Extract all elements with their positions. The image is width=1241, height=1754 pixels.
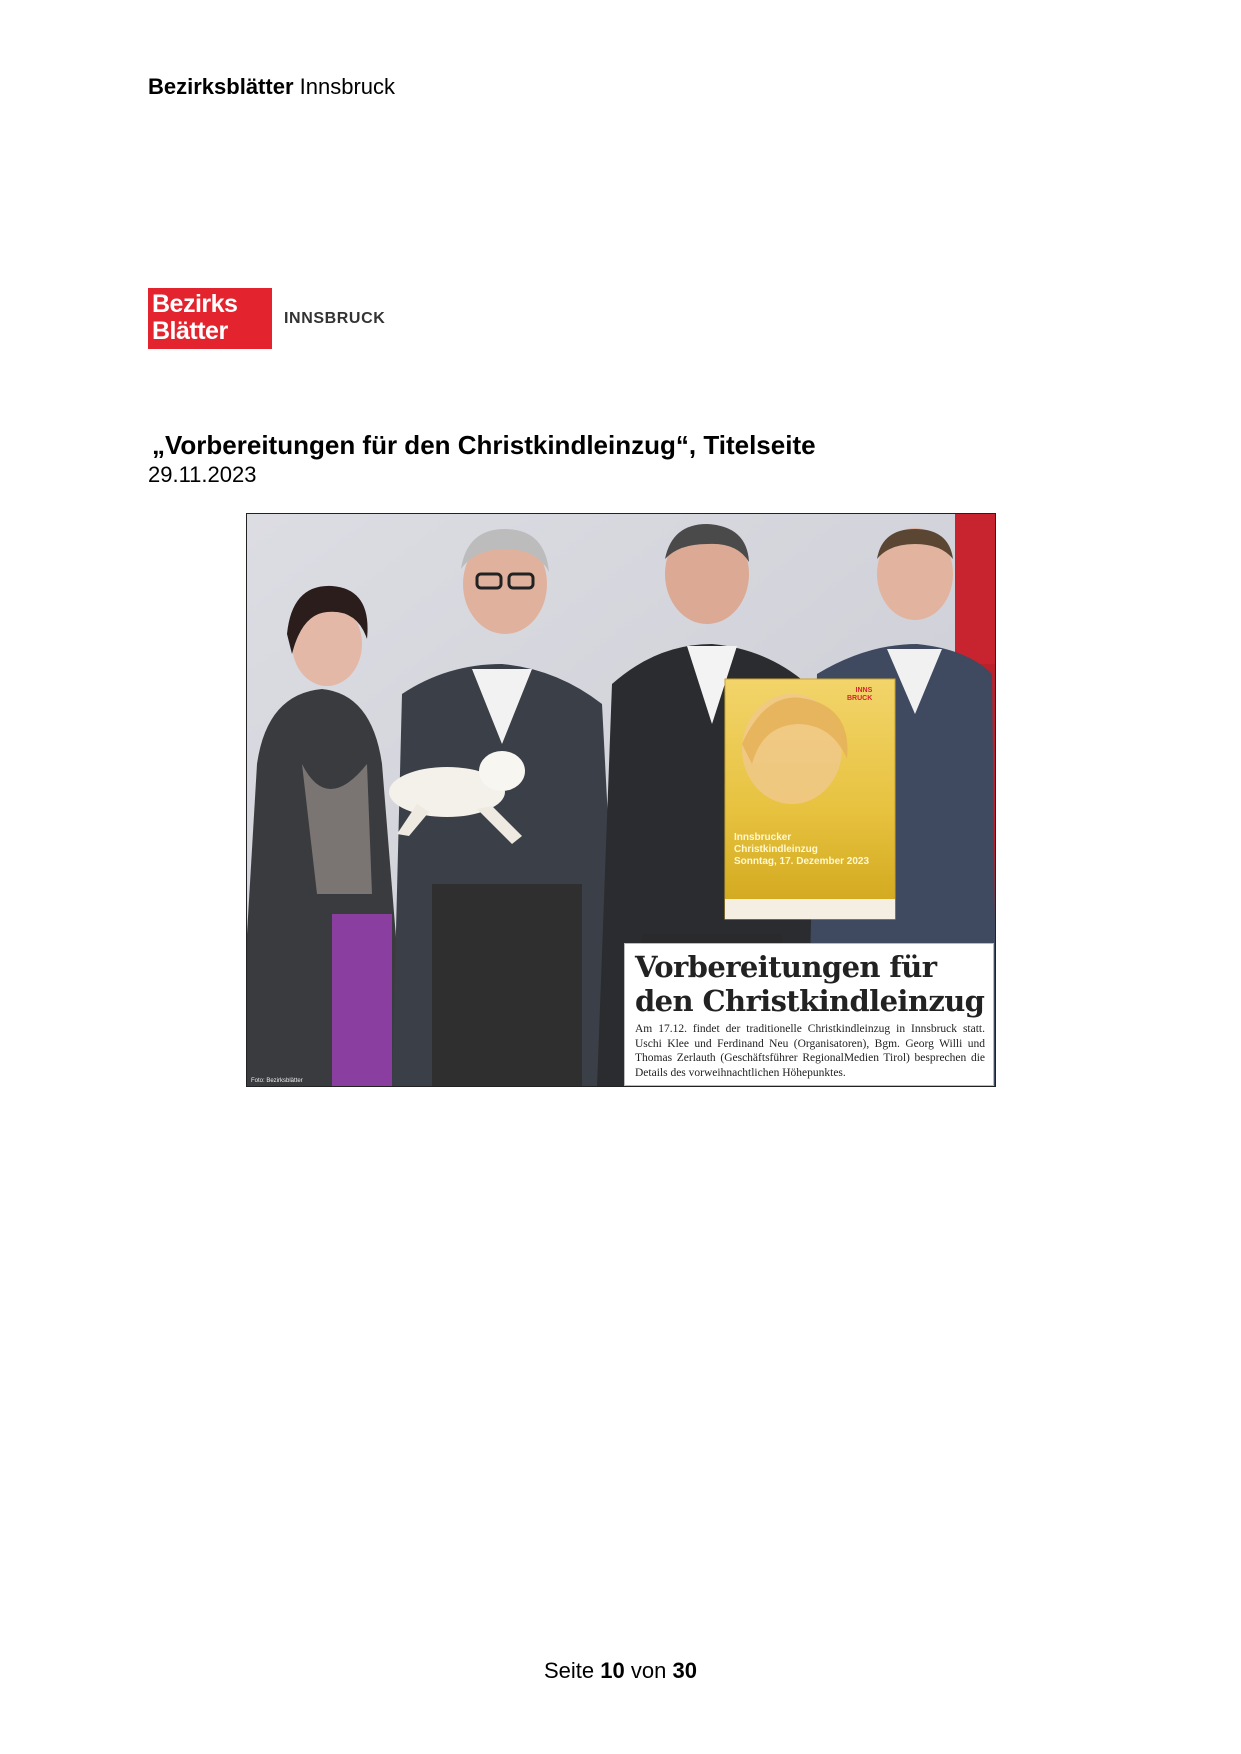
photo-credit: Foto: Bezirksblätter — [251, 1078, 303, 1084]
footer-middle: von — [630, 1658, 667, 1683]
logo-line-2: Blätter — [152, 317, 228, 345]
clipping-headline-line1: Vorbereitungen für — [635, 950, 937, 984]
clipping-body-text: Am 17.12. findet der traditionelle Christkindleinzug in Innsbruck statt. Uschi Klee und Ferdinand Neu (Organisatoren), Bgm. Georg Willi und Thomas Zerlauth (Geschäftsführer RegionalMedien Tirol) besprechen die Details des vorweihnachtlichen Höhepunktes. — [635, 1023, 985, 1079]
clipping-caption-box — [624, 943, 994, 1086]
logo-region: INNSBRUCK — [284, 310, 386, 327]
header-publication: Bezirksblätter — [148, 74, 294, 99]
poster-line-1: Innsbrucker — [734, 832, 792, 843]
poster-logo — [847, 687, 872, 703]
event-poster — [725, 679, 895, 919]
poster-logo-line1: INNS — [855, 687, 873, 694]
footer-total-pages: 30 — [672, 1658, 697, 1683]
newspaper-clipping — [246, 513, 996, 1087]
poster-line-3: Sonntag, 17. Dezember 2023 — [734, 856, 870, 867]
poster-logo-line2: BRUCK — [847, 695, 873, 702]
footer-current-page: 10 — [600, 1658, 625, 1683]
poster-line-2: Christkindleinzug — [734, 844, 818, 855]
footer-prefix: Seite — [544, 1658, 595, 1683]
poster-text — [734, 832, 884, 868]
clipping-headline — [635, 950, 985, 1018]
clipping-headline-line2: den Christkindleinzug — [635, 984, 985, 1018]
bezirksblaetter-logo — [148, 288, 272, 349]
article-date: 29.11.2023 — [148, 462, 257, 487]
header-region: Innsbruck — [299, 74, 396, 99]
document-header — [148, 74, 395, 100]
article-title: „Vorbereitungen für den Christkindleinzug“, Titelseite — [152, 430, 816, 460]
page-footer — [0, 1658, 1241, 1684]
logo-line-1: Bezirks — [152, 290, 238, 318]
